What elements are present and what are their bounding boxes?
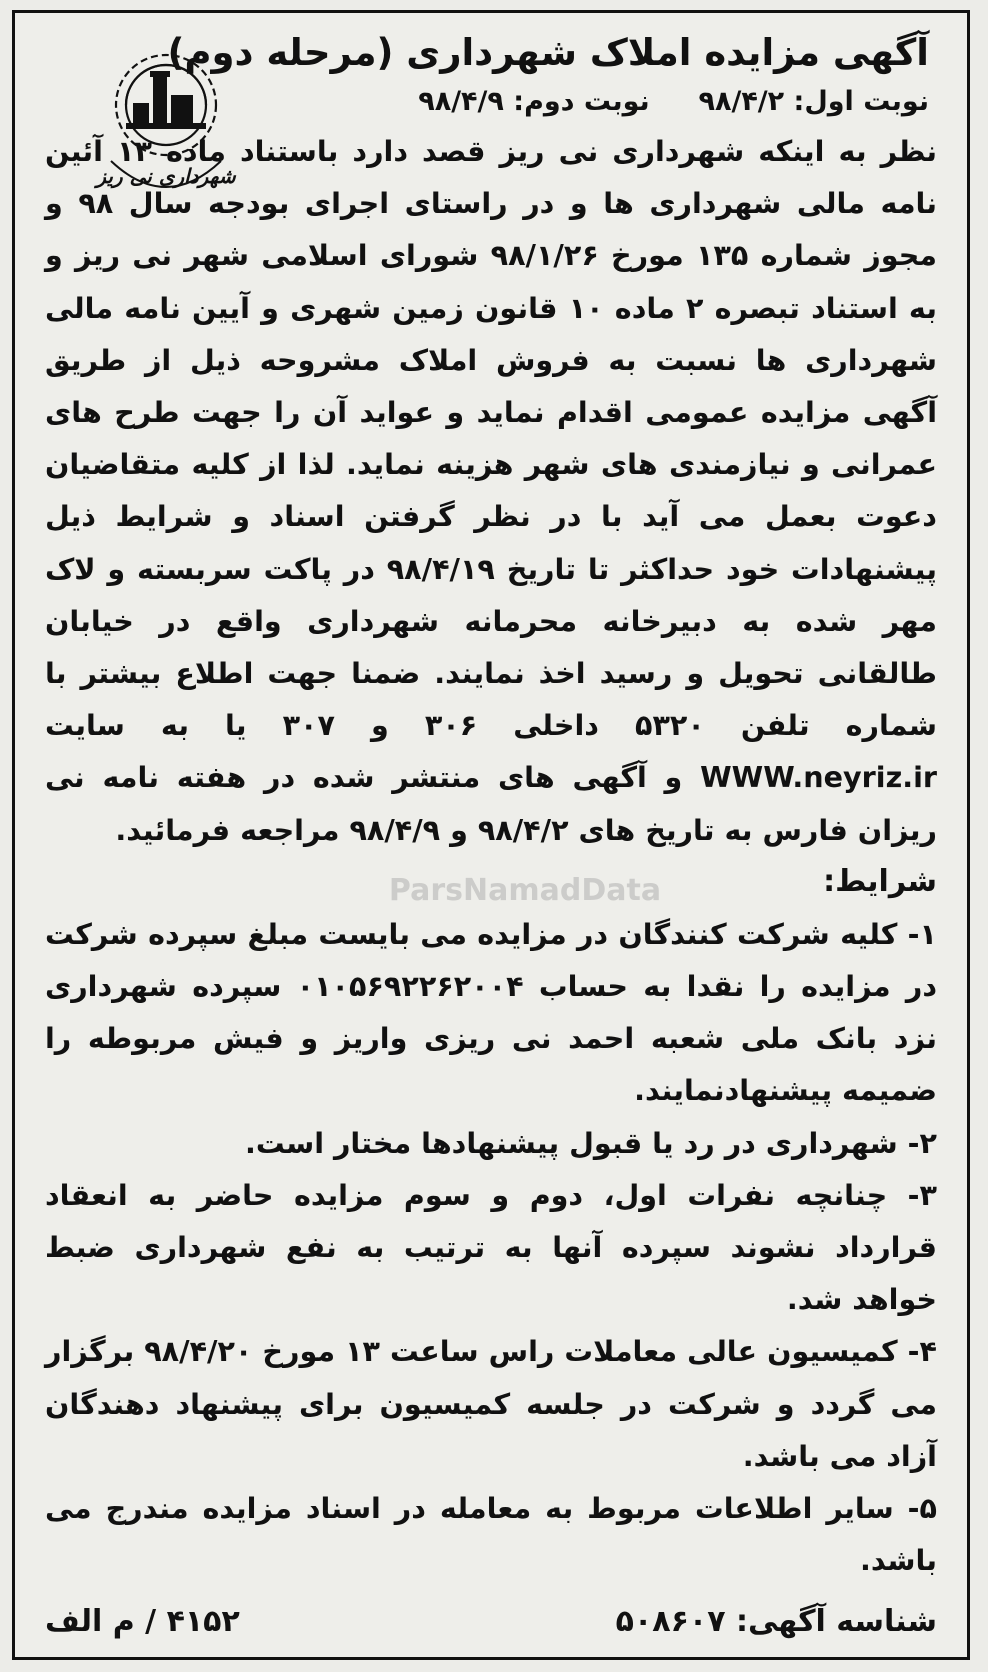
- condition-item: ۴- کمیسیون عالی معاملات راس ساعت ۱۳ مورخ ۹۸/۴/۲۰ برگزار می گردد و شرکت در جلسه کمیسیون برای پیشنهاد دهندگان آزاد می باشد.: [45, 1334, 937, 1473]
- notice-content: [45, 27, 937, 1586]
- first-issue-date: نوبت اول: ۹۸/۴/۲: [698, 86, 929, 117]
- ad-code: ۴۱۵۲ / م الف: [45, 1604, 240, 1639]
- notice-title: آگهی مزایده املاک شهرداری (مرحله دوم): [167, 31, 929, 74]
- notice-frame: [12, 10, 970, 1660]
- condition-item: ۱- کلیه شرکت کنندگان در مزایده می بایست مبلغ سپرده شرکت در مزایده را نقدا به حساب ۰۱۰۵۶۹۲۲۶۲۰۰۴ سپرده شهرداری نزد بانک ملی شعبه احمد نی ریزی واریز و فیش مربوطه را ضمیمه پیشنهادنمایند.: [45, 916, 938, 1108]
- logo-text: شهرداری نی ریز: [96, 164, 236, 188]
- ad-id: شناسه آگهی: ۵۰۸۶۰۷: [615, 1604, 937, 1639]
- condition-item: ۲- شهرداری در رد یا قبول پیشنهادها مختار است.: [244, 1125, 937, 1160]
- notice-body: نظر به اینکه شهرداری نی ریز قصد دارد باستناد ماده ۱۳ آئین نامه مالی شهرداری ها و در راستای اجرای بودجه سال ۹۸ و مجوز شماره ۱۳۵ مورخ ۹۸/۱/۲۶ شورای اسلامی شهر نی ریز و به استناد تبصره ۲ ماده ۱۰ قانون زمین شهری و آیین نامه مالی شهرداری ها نسبت به فروش املاک مشروحه ذیل از طریق آگهی مزایده عمومی اقدام نماید و عواید آن را جهت طرح های عمرانی و نیازمندی های شهر هزینه نماید. لذا از کلیه متقاضیان دعوت بعمل می آید با در نظر گرفتن اسناد و شرایط ذیل پیشنهادات خود حداکثر تا تاریخ ۹۸/۴/۱۹ در پاکت سربسته و لاک مهر شده به دبیرخانه محرمانه شهرداری واقع در خیابان طالقانی تحویل و رسید اخذ نمایند. ضمنا جهت اطلاع بیشتر با شماره تلفن ۵۳۲۰ داخلی ۳۰۶ و ۳۰۷ یا به سایت WWW.neyriz.ir و آگهی های منتشر شده در هفته نامه نی ریزان فارس به تاریخ های ۹۸/۴/۲ و ۹۸/۴/۹ مراجعه فرمائید.: [45, 134, 938, 847]
- second-issue-date: نوبت دوم: ۹۸/۴/۹: [418, 86, 650, 117]
- condition-item: ۳- چنانچه نفرات اول، دوم و سوم مزایده حاضر به انعقاد قرارداد نشوند سپرده آنها به ترتیب به نفع شهرداری ضبط خواهد شد.: [45, 1177, 937, 1317]
- notice-footer: [45, 1597, 937, 1647]
- condition-item: ۵- سایر اطلاعات مربوط به معامله در اسناد مزایده مندرج می باشد.: [45, 1491, 937, 1578]
- conditions-heading: شرایط:: [823, 863, 937, 899]
- issue-dates: [45, 79, 937, 125]
- watermark: ParsNamadData: [388, 873, 662, 908]
